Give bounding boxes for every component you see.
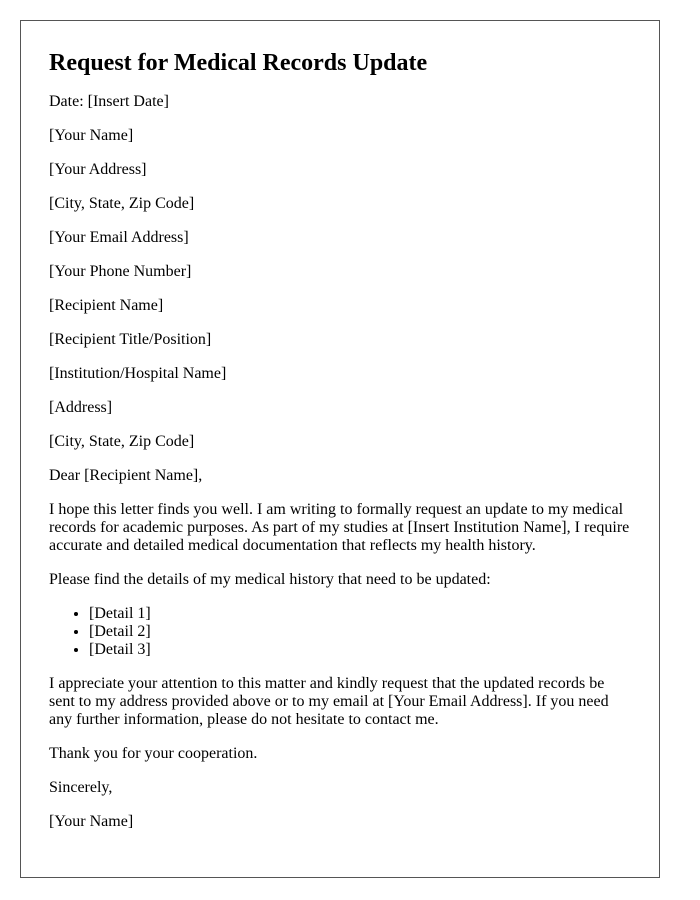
details-intro-paragraph: Please find the details of my medical history that need to be updated: — [49, 571, 491, 588]
body-intro-paragraph: I hope this letter finds you well. I am writing to formally request an update to my medical records for academic purposes. As part of my studies at [Insert Institution Name], I require accurate and detailed medical documentation that reflects my health history. — [49, 501, 630, 554]
recipient-title: [Recipient Title/Position] — [49, 331, 212, 348]
sender-city-state-zip: [City, State, Zip Code] — [49, 195, 195, 212]
recipient-city-state-zip: [City, State, Zip Code] — [49, 433, 195, 450]
closing-line: Sincerely, — [49, 779, 113, 796]
thanks-line: Thank you for your cooperation. — [49, 745, 258, 762]
detail-item: • [Detail 1] — [89, 605, 631, 623]
sender-name: [Your Name] — [49, 127, 134, 144]
sender-address: [Your Address] — [49, 161, 147, 178]
sender-email: [Your Email Address] — [49, 229, 189, 246]
recipient-name: [Recipient Name] — [49, 297, 164, 314]
sender-phone: [Your Phone Number] — [49, 263, 192, 280]
signature-line: [Your Name] — [49, 813, 134, 830]
details-list — [49, 605, 631, 659]
date-line: Date: [Insert Date] — [49, 93, 169, 110]
recipient-address: [Address] — [49, 399, 113, 416]
letter-title: Request for Medical Records Update — [49, 50, 428, 76]
body-closing-paragraph: I appreciate your attention to this matter and kindly request that the updated records be sent to my address provided above or to my email at [Your Email Address]. If you need any further information, please do not hesitate to contact me. — [49, 675, 609, 728]
letter-page — [20, 20, 660, 878]
recipient-institution: [Institution/Hospital Name] — [49, 365, 227, 382]
detail-item: • [Detail 2] — [89, 623, 631, 641]
salutation: Dear [Recipient Name], — [49, 467, 203, 484]
detail-item: • [Detail 3] — [89, 641, 631, 659]
